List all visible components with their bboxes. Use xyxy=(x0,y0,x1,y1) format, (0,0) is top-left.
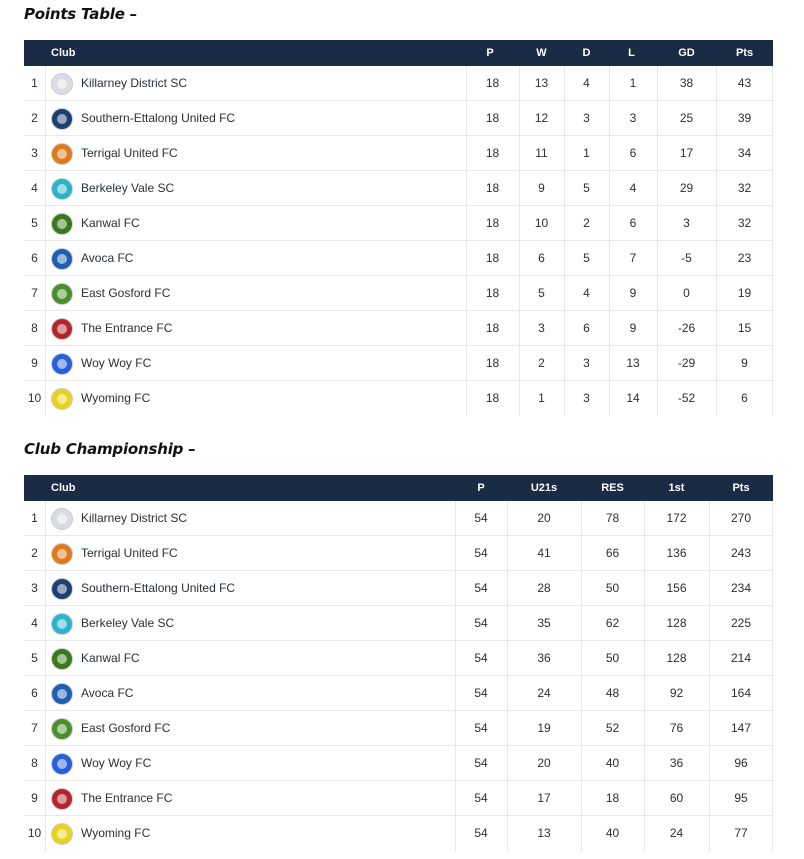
column-divider xyxy=(45,171,46,206)
header-u21s: U21s xyxy=(530,482,558,494)
goal-difference-cell: 29 xyxy=(679,181,694,195)
column-divider xyxy=(45,136,46,171)
played-cell: 54 xyxy=(474,651,488,665)
club-cell[interactable] xyxy=(51,571,471,606)
drawn-cell: 6 xyxy=(583,321,590,335)
championship-table xyxy=(24,475,773,850)
rank-cell: 5 xyxy=(31,651,38,665)
column-divider xyxy=(45,381,46,416)
won-cell: 1 xyxy=(538,391,545,405)
played-cell: 18 xyxy=(485,76,500,90)
table-row xyxy=(24,346,773,381)
reserves-cell: 50 xyxy=(605,651,620,665)
club-crest-icon xyxy=(51,788,73,810)
played-cell: 18 xyxy=(485,391,500,405)
won-cell: 2 xyxy=(538,356,545,370)
rank-cell: 3 xyxy=(31,146,38,160)
points-table xyxy=(24,40,773,415)
club-cell[interactable] xyxy=(51,311,471,346)
column-divider xyxy=(45,746,46,781)
first-grade-cell: 156 xyxy=(666,581,687,595)
column-divider xyxy=(45,346,46,381)
first-grade-cell: 128 xyxy=(666,616,687,630)
column-divider xyxy=(45,66,46,101)
drawn-cell: 3 xyxy=(583,111,590,125)
club-crest-icon xyxy=(51,683,73,705)
club-name[interactable]: Southern-Ettalong United FC xyxy=(81,581,236,595)
reserves-cell: 78 xyxy=(605,511,620,525)
reserves-cell: 50 xyxy=(605,581,620,595)
lost-cell: 1 xyxy=(629,76,637,90)
goal-difference-cell: 3 xyxy=(683,216,690,230)
u21s-cell: 36 xyxy=(537,651,551,665)
club-cell[interactable] xyxy=(51,136,471,171)
played-cell: 54 xyxy=(474,826,488,840)
club-crest-icon xyxy=(51,388,73,410)
club-crest-icon xyxy=(51,353,73,375)
club-name[interactable]: Terrigal United FC xyxy=(81,546,178,560)
won-cell: 5 xyxy=(538,286,545,300)
header-points: Pts xyxy=(732,482,750,494)
u21s-cell: 24 xyxy=(537,686,551,700)
column-divider xyxy=(45,571,46,606)
club-cell[interactable] xyxy=(51,346,471,381)
points-cell: 234 xyxy=(730,581,752,595)
table-row xyxy=(24,676,773,711)
goal-difference-cell: -5 xyxy=(681,251,692,265)
drawn-cell: 4 xyxy=(583,76,590,90)
column-divider xyxy=(45,101,46,136)
table-row xyxy=(24,816,773,850)
goal-difference-cell: 25 xyxy=(679,111,694,125)
points-cell: 43 xyxy=(737,76,752,90)
points-cell: 23 xyxy=(737,251,752,265)
rank-cell: 5 xyxy=(31,216,38,230)
club-cell[interactable] xyxy=(51,816,471,851)
column-divider xyxy=(45,816,46,851)
points-cell: 39 xyxy=(737,111,752,125)
points-cell: 225 xyxy=(730,616,752,630)
club-crest-icon xyxy=(51,613,73,635)
club-name[interactable]: The Entrance FC xyxy=(81,791,173,805)
column-divider xyxy=(45,206,46,241)
club-crest-icon xyxy=(51,753,73,775)
first-grade-cell: 24 xyxy=(669,826,684,840)
table-row xyxy=(24,746,773,781)
rank-cell: 1 xyxy=(31,76,38,90)
played-cell: 18 xyxy=(485,181,500,195)
club-crest-icon xyxy=(51,213,73,235)
table-row xyxy=(24,536,773,571)
header-club: Club xyxy=(51,47,76,59)
played-cell: 54 xyxy=(474,616,488,630)
table-row xyxy=(24,381,773,415)
club-cell[interactable] xyxy=(51,381,471,416)
first-grade-cell: 172 xyxy=(666,511,687,525)
reserves-cell: 18 xyxy=(605,791,620,805)
table-row xyxy=(24,641,773,676)
club-name[interactable]: Killarney District SC xyxy=(81,76,188,90)
played-cell: 54 xyxy=(474,511,488,525)
club-crest-icon xyxy=(51,178,73,200)
column-divider xyxy=(45,276,46,311)
header-played: P xyxy=(477,482,485,494)
u21s-cell: 13 xyxy=(537,826,551,840)
reserves-cell: 52 xyxy=(605,721,620,735)
column-divider xyxy=(45,711,46,746)
points-cell: 19 xyxy=(737,286,752,300)
lost-cell: 14 xyxy=(626,391,640,405)
header-drawn: D xyxy=(582,47,591,59)
club-name[interactable]: Wyoming FC xyxy=(81,391,151,405)
club-name[interactable]: The Entrance FC xyxy=(81,321,173,335)
club-cell[interactable] xyxy=(51,641,471,676)
drawn-cell: 5 xyxy=(583,251,590,265)
drawn-cell: 3 xyxy=(583,391,590,405)
lost-cell: 6 xyxy=(629,216,637,230)
header-club: Club xyxy=(51,482,76,494)
points-cell: 6 xyxy=(741,391,748,405)
first-grade-cell: 60 xyxy=(669,791,684,805)
club-name[interactable]: Terrigal United FC xyxy=(81,146,178,160)
goal-difference-cell: -29 xyxy=(677,356,696,370)
points-cell: 95 xyxy=(734,791,748,805)
played-cell: 18 xyxy=(485,111,500,125)
club-crest-icon xyxy=(51,508,73,530)
points-cell: 9 xyxy=(741,356,748,370)
played-cell: 54 xyxy=(474,581,488,595)
club-championship-title: Club Championship – xyxy=(24,440,196,458)
club-name[interactable]: Berkeley Vale SC xyxy=(81,181,175,195)
rank-cell: 2 xyxy=(31,111,38,125)
played-cell: 18 xyxy=(485,251,500,265)
club-cell[interactable] xyxy=(51,746,471,781)
club-crest-icon xyxy=(51,283,73,305)
won-cell: 10 xyxy=(534,216,549,230)
rank-cell: 7 xyxy=(31,286,38,300)
column-divider xyxy=(45,606,46,641)
club-name[interactable]: East Gosford FC xyxy=(81,286,171,300)
header-reserves: RES xyxy=(601,482,624,494)
rank-cell: 3 xyxy=(31,581,38,595)
header-points: Pts xyxy=(735,47,754,59)
rank-cell: 9 xyxy=(31,356,38,370)
rank-cell: 4 xyxy=(31,181,38,195)
u21s-cell: 28 xyxy=(537,581,551,595)
column-divider xyxy=(45,536,46,571)
drawn-cell: 4 xyxy=(583,286,590,300)
points-cell: 15 xyxy=(737,321,752,335)
club-crest-icon xyxy=(51,578,73,600)
club-name[interactable]: Killarney District SC xyxy=(81,511,188,525)
rank-cell: 2 xyxy=(31,546,38,560)
reserves-cell: 48 xyxy=(605,686,620,700)
rank-cell: 1 xyxy=(31,511,38,525)
column-divider xyxy=(45,241,46,276)
club-cell[interactable] xyxy=(51,606,471,641)
club-name[interactable]: Kanwal FC xyxy=(81,216,140,230)
first-grade-cell: 128 xyxy=(666,651,687,665)
club-crest-icon xyxy=(51,823,73,845)
rank-cell: 8 xyxy=(31,756,38,770)
club-cell[interactable] xyxy=(51,501,471,536)
played-cell: 18 xyxy=(485,286,500,300)
club-name[interactable]: Avoca FC xyxy=(81,251,134,265)
club-cell[interactable] xyxy=(51,711,471,746)
rank-cell: 6 xyxy=(31,686,38,700)
first-grade-cell: 36 xyxy=(669,756,684,770)
header-lost: L xyxy=(628,47,635,59)
rank-cell: 10 xyxy=(27,826,42,840)
drawn-cell: 3 xyxy=(583,356,590,370)
played-cell: 18 xyxy=(485,321,500,335)
club-cell[interactable] xyxy=(51,206,471,241)
rank-cell: 6 xyxy=(31,251,38,265)
u21s-cell: 20 xyxy=(537,511,551,525)
table-row xyxy=(24,571,773,606)
column-divider xyxy=(45,641,46,676)
points-cell: 77 xyxy=(734,826,748,840)
first-grade-cell: 92 xyxy=(669,686,684,700)
first-grade-cell: 136 xyxy=(666,546,687,560)
u21s-cell: 20 xyxy=(537,756,551,770)
points-table-header xyxy=(24,40,773,66)
goal-difference-cell: 38 xyxy=(679,76,694,90)
won-cell: 6 xyxy=(538,251,545,265)
club-name[interactable]: Woy Woy FC xyxy=(81,756,152,770)
points-cell: 164 xyxy=(730,686,752,700)
u21s-cell: 35 xyxy=(537,616,551,630)
reserves-cell: 40 xyxy=(605,826,620,840)
championship-table-body xyxy=(24,501,773,850)
club-cell[interactable] xyxy=(51,781,471,816)
table-row xyxy=(24,781,773,816)
lost-cell: 9 xyxy=(629,321,637,335)
points-table-body xyxy=(24,66,773,415)
table-row xyxy=(24,711,773,746)
played-cell: 54 xyxy=(474,756,488,770)
lost-cell: 7 xyxy=(629,251,637,265)
club-crest-icon xyxy=(51,108,73,130)
points-cell: 32 xyxy=(737,181,752,195)
first-grade-cell: 76 xyxy=(669,721,684,735)
lost-cell: 4 xyxy=(629,181,637,195)
header-won: W xyxy=(536,47,547,59)
column-divider xyxy=(45,781,46,816)
drawn-cell: 5 xyxy=(583,181,590,195)
table-row xyxy=(24,276,773,311)
table-row xyxy=(24,501,773,536)
won-cell: 3 xyxy=(538,321,545,335)
goal-difference-cell: 0 xyxy=(683,286,690,300)
won-cell: 11 xyxy=(535,146,548,160)
rank-cell: 9 xyxy=(31,791,38,805)
table-row xyxy=(24,136,773,171)
championship-table-header xyxy=(24,475,773,501)
lost-cell: 9 xyxy=(629,286,637,300)
points-cell: 147 xyxy=(730,721,752,735)
points-table-title: Points Table – xyxy=(24,5,137,23)
rank-cell: 4 xyxy=(31,616,38,630)
club-crest-icon xyxy=(51,718,73,740)
club-name[interactable]: East Gosford FC xyxy=(81,721,171,735)
header-goal-difference: GD xyxy=(678,47,695,59)
club-name[interactable]: Avoca FC xyxy=(81,686,134,700)
header-first-grade: 1st xyxy=(668,482,685,494)
points-cell: 243 xyxy=(730,546,752,560)
u21s-cell: 19 xyxy=(537,721,551,735)
column-divider xyxy=(45,501,46,536)
u21s-cell: 17 xyxy=(537,791,551,805)
club-crest-icon xyxy=(51,318,73,340)
u21s-cell: 41 xyxy=(537,546,551,560)
club-crest-icon xyxy=(51,143,73,165)
club-cell[interactable] xyxy=(51,536,471,571)
played-cell: 54 xyxy=(474,791,488,805)
drawn-cell: 1 xyxy=(583,146,590,160)
played-cell: 18 xyxy=(485,216,500,230)
goal-difference-cell: 17 xyxy=(679,146,694,160)
rank-cell: 10 xyxy=(27,391,42,405)
played-cell: 54 xyxy=(474,721,488,735)
club-cell[interactable] xyxy=(51,241,471,276)
club-cell[interactable] xyxy=(51,171,471,206)
reserves-cell: 62 xyxy=(605,616,620,630)
played-cell: 18 xyxy=(485,356,500,370)
club-cell[interactable] xyxy=(51,66,471,101)
club-crest-icon xyxy=(51,73,73,95)
points-cell: 270 xyxy=(730,511,752,525)
table-row xyxy=(24,311,773,346)
club-name[interactable]: Wyoming FC xyxy=(81,826,151,840)
reserves-cell: 40 xyxy=(605,756,620,770)
played-cell: 54 xyxy=(474,686,488,700)
table-row xyxy=(24,606,773,641)
played-cell: 18 xyxy=(485,146,500,160)
header-played: P xyxy=(486,47,494,59)
club-name[interactable]: Berkeley Vale SC xyxy=(81,616,175,630)
reserves-cell: 66 xyxy=(605,546,620,560)
drawn-cell: 2 xyxy=(583,216,590,230)
table-row xyxy=(24,66,773,101)
rank-cell: 8 xyxy=(31,321,38,335)
played-cell: 54 xyxy=(474,546,488,560)
table-row xyxy=(24,171,773,206)
table-row xyxy=(24,206,773,241)
points-cell: 214 xyxy=(730,651,752,665)
club-name[interactable]: Woy Woy FC xyxy=(81,356,152,370)
lost-cell: 6 xyxy=(629,146,637,160)
club-name[interactable]: Southern-Ettalong United FC xyxy=(81,111,236,125)
points-cell: 34 xyxy=(737,146,752,160)
club-cell[interactable] xyxy=(51,676,471,711)
points-cell: 96 xyxy=(734,756,748,770)
won-cell: 12 xyxy=(534,111,549,125)
column-divider xyxy=(45,311,46,346)
club-crest-icon xyxy=(51,543,73,565)
won-cell: 9 xyxy=(538,181,545,195)
table-row xyxy=(24,101,773,136)
club-cell[interactable] xyxy=(51,101,471,136)
lost-cell: 13 xyxy=(626,356,640,370)
won-cell: 13 xyxy=(534,76,549,90)
lost-cell: 3 xyxy=(629,111,637,125)
club-name[interactable]: Kanwal FC xyxy=(81,651,140,665)
rank-cell: 7 xyxy=(31,721,38,735)
table-row xyxy=(24,241,773,276)
goal-difference-cell: -52 xyxy=(677,391,696,405)
points-cell: 32 xyxy=(737,216,752,230)
club-crest-icon xyxy=(51,648,73,670)
goal-difference-cell: -26 xyxy=(677,321,696,335)
club-crest-icon xyxy=(51,248,73,270)
column-divider xyxy=(45,676,46,711)
club-cell[interactable] xyxy=(51,276,471,311)
